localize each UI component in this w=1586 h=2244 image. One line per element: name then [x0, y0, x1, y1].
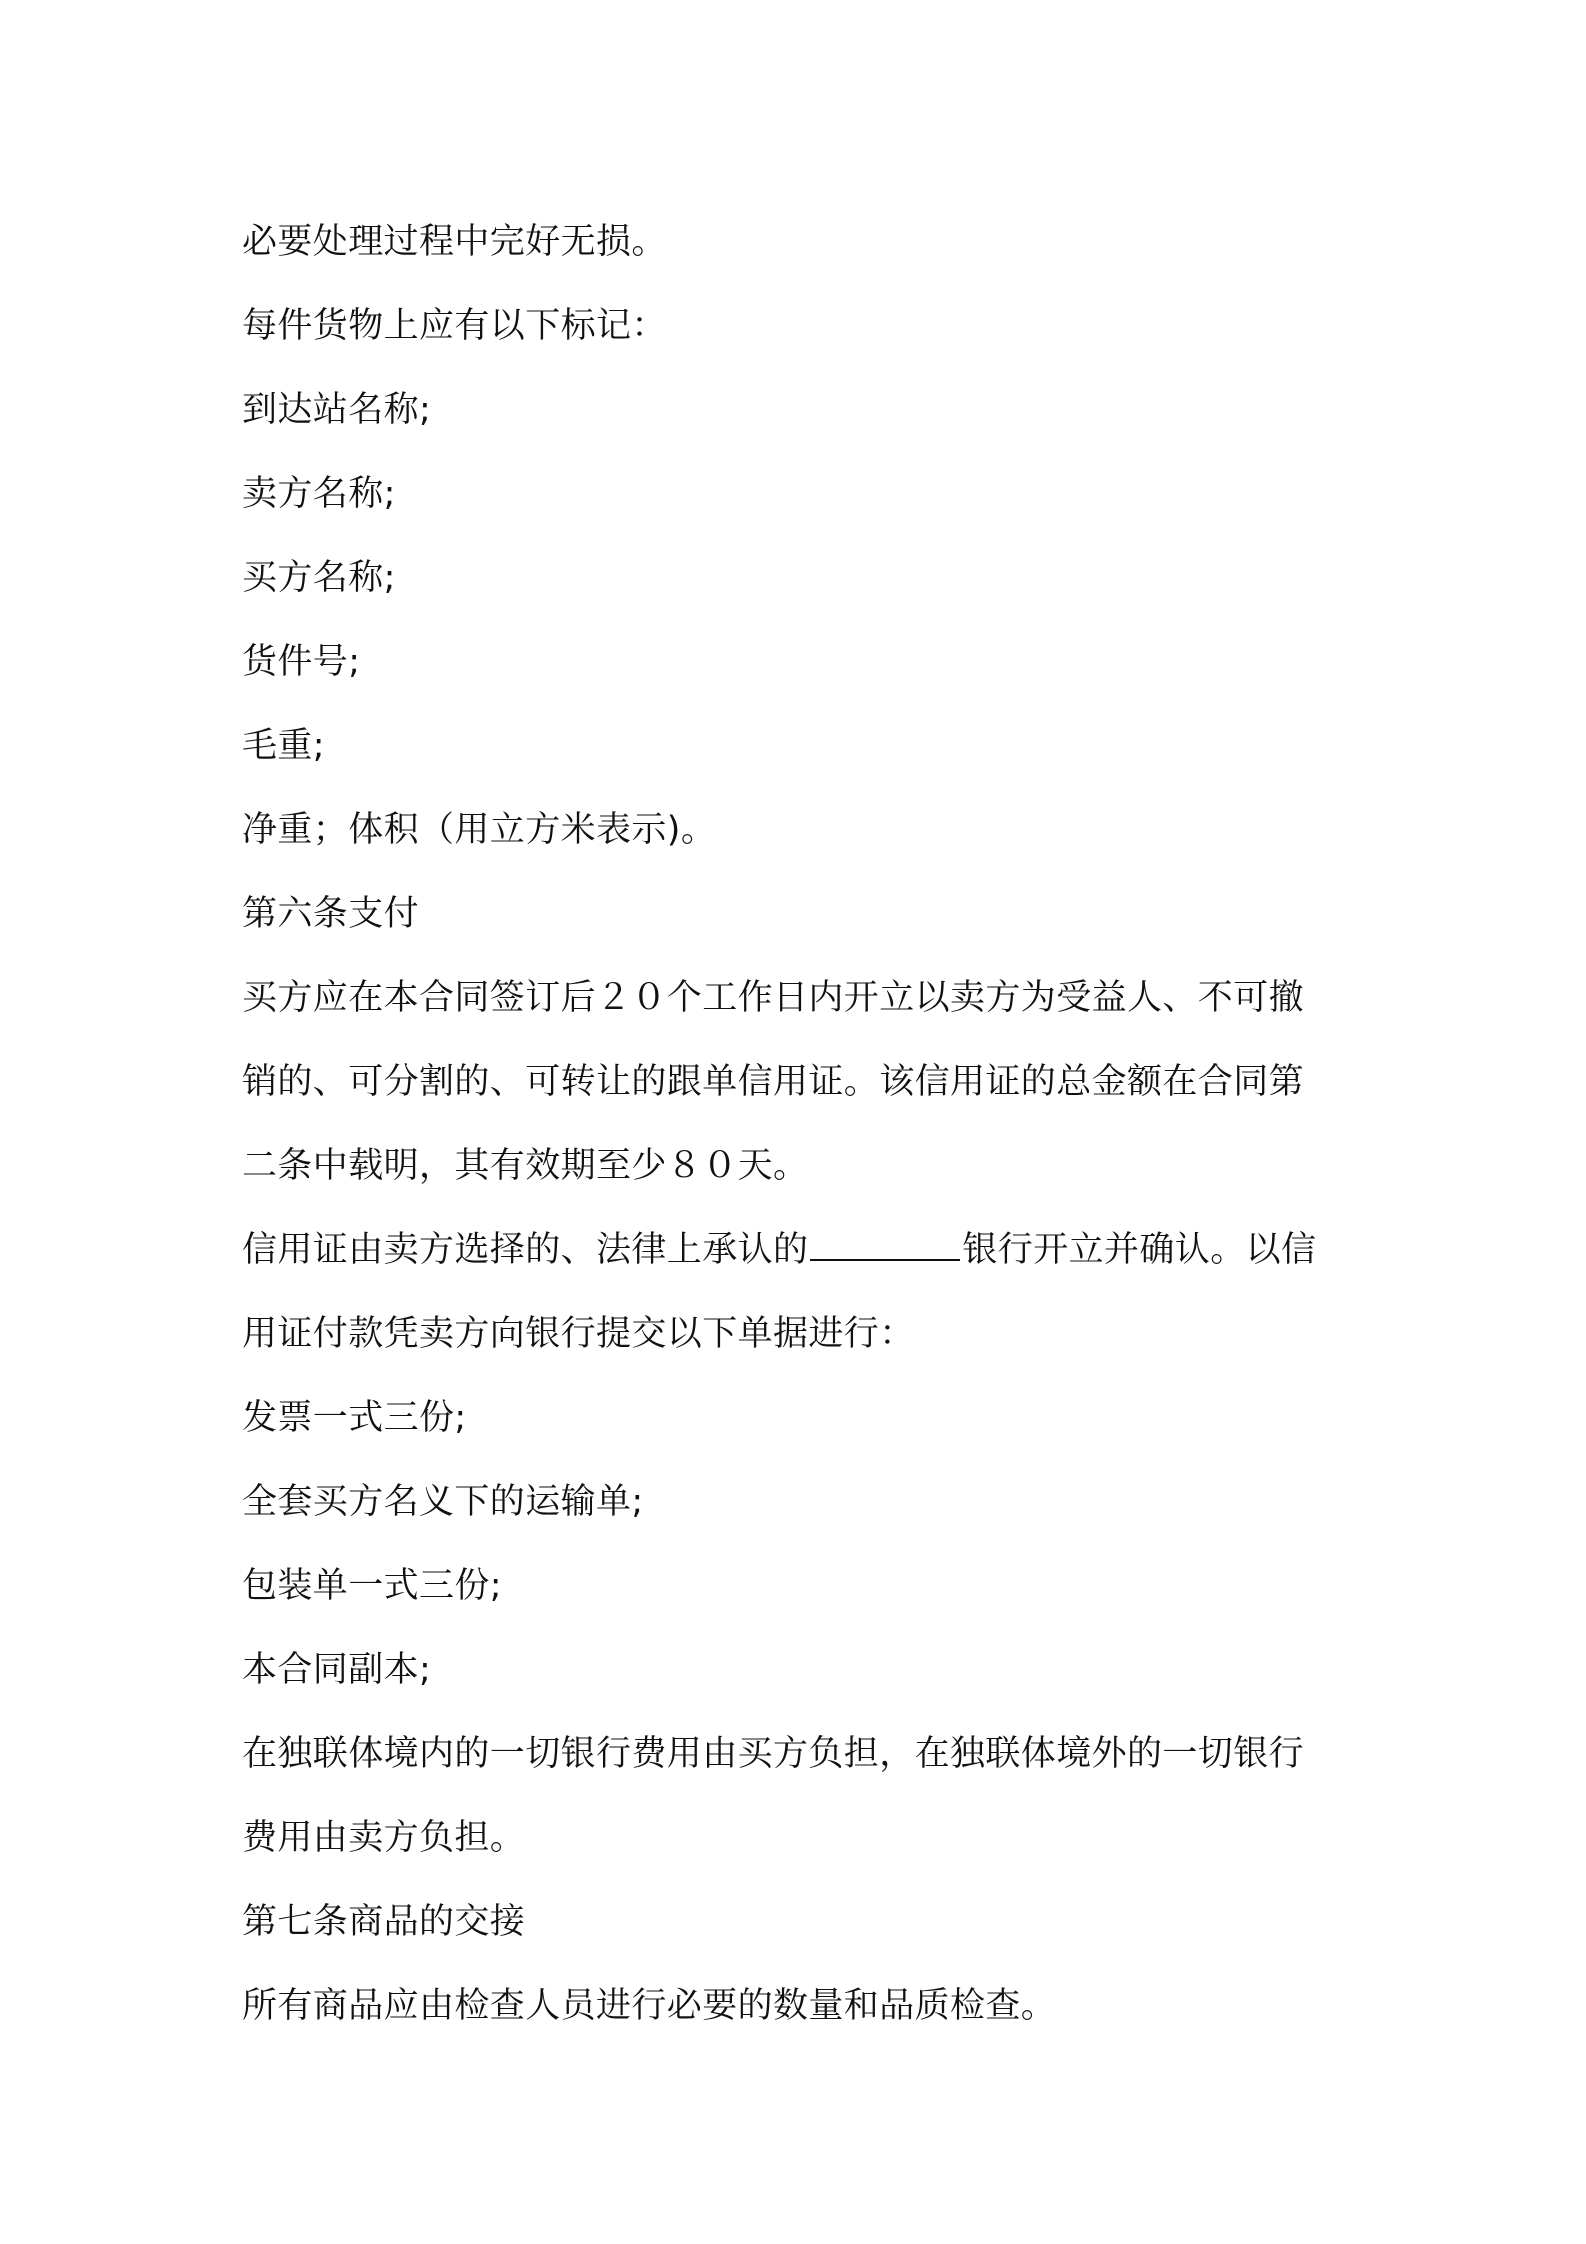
marking-item: 净重；体积（用立方米表示)。	[242, 810, 717, 850]
text-line: 所有商品应由检查人员进行必要的数量和品质检查。	[242, 1986, 1057, 2026]
text-line: 买方应在本合同签订后２０个工作日内开立以卖方为受益人、不可撤	[242, 978, 1305, 1018]
text-line: 用证付款凭卖方向银行提交以下单据进行：	[242, 1314, 915, 1354]
text-line: 销的、可分割的、可转让的跟单信用证。该信用证的总金额在合同第	[242, 1062, 1305, 1102]
document-item: 包装单一式三份;	[242, 1566, 502, 1606]
bank-line	[242, 1208, 1362, 1292]
text-line: 二条中载明，其有效期至少８０天。	[242, 1146, 809, 1186]
bank-line-before: 信用证由卖方选择的、法律上承认的	[242, 1230, 809, 1270]
text-line: 在独联体境内的一切银行费用由买方负担，在独联体境外的一切银行	[242, 1734, 1305, 1774]
section-heading: 第六条支付	[242, 894, 420, 934]
marking-item: 到达站名称;	[242, 390, 432, 430]
document-item: 发票一式三份;	[242, 1398, 467, 1438]
bank-name-blank	[810, 1229, 960, 1261]
text-line: 费用由卖方负担。	[242, 1818, 526, 1858]
section-heading: 第七条商品的交接	[242, 1902, 526, 1942]
document-item: 全套买方名义下的运输单;	[242, 1482, 644, 1522]
text-line: 必要处理过程中完好无损。	[242, 222, 667, 262]
text-line: 每件货物上应有以下标记：	[242, 306, 667, 346]
marking-item: 卖方名称;	[242, 474, 396, 514]
marking-item: 买方名称;	[242, 558, 396, 598]
bank-line-after: 银行开立并确认。以信	[962, 1230, 1317, 1270]
marking-item: 货件号;	[242, 642, 361, 682]
document-item: 本合同副本;	[242, 1650, 432, 1690]
marking-item: 毛重;	[242, 726, 325, 766]
document-body	[242, 200, 1362, 2048]
